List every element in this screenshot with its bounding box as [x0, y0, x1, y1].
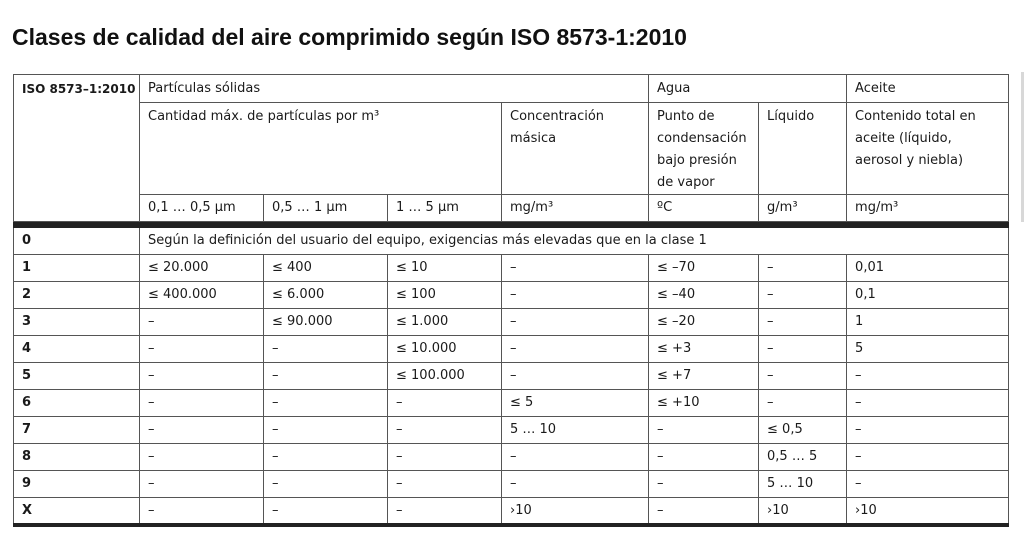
unit-cell: g/m³ — [759, 195, 847, 222]
table-cell: 5 — [847, 336, 1009, 363]
table-cell: ≤ 0,5 — [759, 417, 847, 444]
table-cell: 5 … 10 — [759, 471, 847, 498]
table-cell: – — [759, 309, 847, 336]
unit-cell: mg/m³ — [847, 195, 1009, 222]
class-label: 3 — [14, 309, 140, 336]
table-cell: – — [264, 471, 388, 498]
table-cell: – — [502, 336, 649, 363]
table-cell: ≤ 6.000 — [264, 282, 388, 309]
table-row — [14, 471, 1009, 498]
class-label: 2 — [14, 282, 140, 309]
table-cell: ≤ 100 — [388, 282, 502, 309]
table-cell: ≤ 100.000 — [388, 363, 502, 390]
table-cell: – — [264, 417, 388, 444]
table-cell: – — [759, 282, 847, 309]
table-cell: ≤ 10.000 — [388, 336, 502, 363]
liquid-header: Líquido — [759, 103, 847, 195]
unit-cell: 0,1 … 0,5 µm — [140, 195, 264, 222]
table-row — [14, 228, 1009, 255]
table-cell: – — [140, 471, 264, 498]
table-cell: – — [140, 309, 264, 336]
table-cell: – — [388, 471, 502, 498]
table-cell: – — [388, 444, 502, 471]
table-cell: ≤ +3 — [649, 336, 759, 363]
dew-point-header: Punto de condensación bajo presión de vapor — [649, 103, 759, 195]
unit-cell: ºC — [649, 195, 759, 222]
table-cell: ≤ –70 — [649, 255, 759, 282]
table-cell: – — [140, 444, 264, 471]
table-cell: – — [264, 390, 388, 417]
air-quality-table — [13, 74, 1009, 527]
table-cell: – — [388, 417, 502, 444]
class-label: 8 — [14, 444, 140, 471]
page-title: Clases de calidad del aire comprimido según ISO 8573-1:2010 — [12, 24, 687, 50]
table-cell: – — [140, 498, 264, 525]
unit-cell: 0,5 … 1 µm — [264, 195, 388, 222]
oil-header: Aceite — [847, 75, 1009, 103]
table-cell: – — [649, 498, 759, 525]
table-cell: – — [847, 417, 1009, 444]
table-cell: ≤ 5 — [502, 390, 649, 417]
class-label: 6 — [14, 390, 140, 417]
table-cell: ≤ 400.000 — [140, 282, 264, 309]
table-cell: 1 — [847, 309, 1009, 336]
mass-concentration-header: Concentración másica — [502, 103, 649, 195]
table-cell: ≤ –40 — [649, 282, 759, 309]
class-label: 7 — [14, 417, 140, 444]
water-header: Agua — [649, 75, 847, 103]
unit-cell: mg/m³ — [502, 195, 649, 222]
table-cell: ≤ 20.000 — [140, 255, 264, 282]
table-cell: ›10 — [847, 498, 1009, 525]
table-cell: – — [502, 363, 649, 390]
table-cell: – — [847, 444, 1009, 471]
table-cell: 0,01 — [847, 255, 1009, 282]
table-cell: – — [264, 498, 388, 525]
class-label: X — [14, 498, 140, 525]
table-cell: – — [502, 282, 649, 309]
table-cell: ≤ +10 — [649, 390, 759, 417]
standard-header: ISO 8573–1:2010 — [14, 75, 140, 222]
oil-total-header: Contenido total en aceite (líquido, aerosol y niebla) — [847, 103, 1009, 195]
class-label: 0 — [14, 228, 140, 255]
table-row — [14, 444, 1009, 471]
table-cell: – — [502, 309, 649, 336]
table-cell: – — [388, 390, 502, 417]
table-cell: ›10 — [759, 498, 847, 525]
table-row — [14, 390, 1009, 417]
table-cell: – — [502, 255, 649, 282]
table-cell: 0,5 … 5 — [759, 444, 847, 471]
table-cell: – — [502, 444, 649, 471]
table-cell: – — [264, 363, 388, 390]
table-row — [14, 363, 1009, 390]
table-cell: – — [649, 417, 759, 444]
table-cell: – — [759, 255, 847, 282]
table-row — [14, 282, 1009, 309]
class-label: 9 — [14, 471, 140, 498]
class-label: 4 — [14, 336, 140, 363]
table-cell: ≤ +7 — [649, 363, 759, 390]
table-cell: – — [847, 471, 1009, 498]
table-cell: – — [140, 336, 264, 363]
particle-count-header: Cantidad máx. de partículas por m³ — [140, 103, 502, 195]
table-cell: – — [388, 498, 502, 525]
table-cell: – — [140, 417, 264, 444]
table-cell: ›10 — [502, 498, 649, 525]
table-cell: ≤ 90.000 — [264, 309, 388, 336]
table-cell: – — [759, 336, 847, 363]
table-cell: ≤ 1.000 — [388, 309, 502, 336]
table-cell: – — [759, 363, 847, 390]
table-cell: ≤ –20 — [649, 309, 759, 336]
table-row — [14, 255, 1009, 282]
table-cell: – — [264, 444, 388, 471]
table-cell: 5 … 10 — [502, 417, 649, 444]
table-cell: – — [140, 363, 264, 390]
class-label: 5 — [14, 363, 140, 390]
table-row — [14, 417, 1009, 444]
table-row — [14, 309, 1009, 336]
table-cell: – — [649, 444, 759, 471]
table-cell: – — [847, 390, 1009, 417]
table-cell: ≤ 10 — [388, 255, 502, 282]
table-cell: – — [759, 390, 847, 417]
table-row — [14, 498, 1009, 525]
table-cell: – — [264, 336, 388, 363]
table-cell: – — [649, 471, 759, 498]
unit-cell: 1 … 5 µm — [388, 195, 502, 222]
class0-description: Según la definición del usuario del equipo, exigencias más elevadas que en la clase 1 — [140, 228, 1009, 255]
table-row — [14, 336, 1009, 363]
table-cell: ≤ 400 — [264, 255, 388, 282]
solids-header: Partículas sólidas — [140, 75, 649, 103]
class-label: 1 — [14, 255, 140, 282]
table-cell: 0,1 — [847, 282, 1009, 309]
table-cell: – — [502, 471, 649, 498]
table-cell: – — [140, 390, 264, 417]
table-cell: – — [847, 363, 1009, 390]
